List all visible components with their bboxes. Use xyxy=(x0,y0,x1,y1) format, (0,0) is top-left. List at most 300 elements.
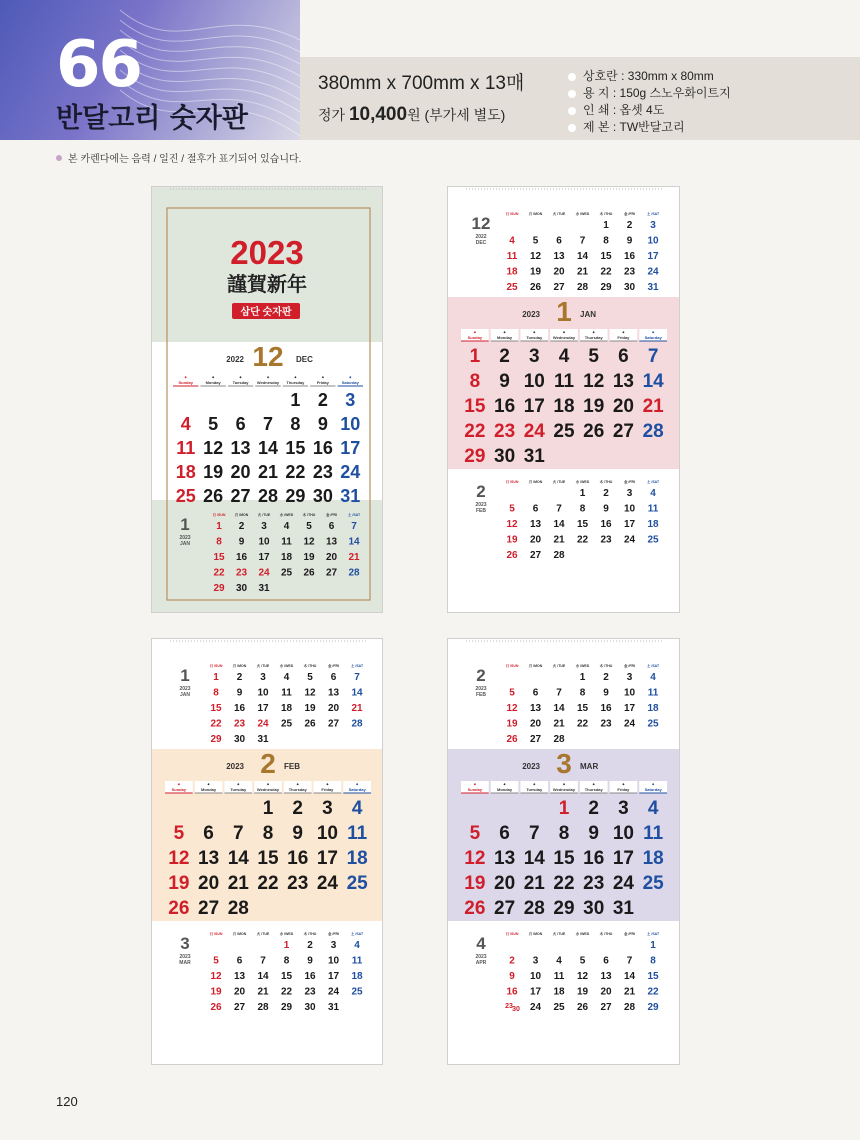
day-number: 22 xyxy=(576,718,589,730)
day-number: 26 xyxy=(506,550,518,561)
day-number: 12 xyxy=(304,687,316,699)
day-number: 10 xyxy=(258,536,270,548)
day-number: 3 xyxy=(626,488,633,499)
day-number: 20 xyxy=(327,703,340,714)
day-number: 4 xyxy=(180,414,191,434)
day-number: 15 xyxy=(257,848,279,869)
day-number: 25 xyxy=(647,718,659,730)
price-suffix: 원 (부가세 별도) xyxy=(407,107,506,123)
day-number: 15 xyxy=(285,438,306,458)
day-number: 26 xyxy=(529,282,542,293)
mini-weekday: 日 /SUN xyxy=(505,480,519,484)
day-number: 12 xyxy=(168,848,190,869)
day-number: 11 xyxy=(647,503,659,515)
weekday-mark: ◆ xyxy=(503,782,506,786)
day-number: 30 xyxy=(312,486,333,506)
day-number: 1 xyxy=(216,521,222,532)
day-number: 6 xyxy=(236,955,243,967)
day-number: 16 xyxy=(233,703,246,714)
day-number: 17 xyxy=(327,971,340,982)
day-number: 29 xyxy=(600,282,612,293)
mini-weekday: 木 /THU xyxy=(303,932,317,936)
mini-weekday: 水 /WED xyxy=(575,664,590,668)
day-number: 16 xyxy=(287,848,309,869)
day-number: 16 xyxy=(623,251,636,262)
day-number: 4 xyxy=(509,235,515,247)
day-number: 9 xyxy=(603,503,609,515)
cover-badge: 삼단 숫자판 xyxy=(240,307,292,318)
day-number: 31 xyxy=(647,282,659,293)
bullet-icon xyxy=(568,124,576,132)
day-number: 23 xyxy=(583,873,605,894)
day-number: 21 xyxy=(642,396,664,417)
mini-month-number: 3 xyxy=(180,934,190,953)
day-number: 2 xyxy=(603,672,609,683)
day-number: 21 xyxy=(348,552,360,563)
day-number: 3 xyxy=(532,955,539,967)
day-number: 25 xyxy=(553,1002,565,1013)
day-number: 9 xyxy=(499,371,510,392)
spec-item xyxy=(568,119,731,136)
day-number: 14 xyxy=(623,971,636,982)
day-number: 17 xyxy=(316,848,338,869)
day-number: 27 xyxy=(230,486,251,506)
day-number: 1 xyxy=(579,672,586,683)
weekday-label: Saturday xyxy=(644,335,662,340)
mini-month-apr xyxy=(475,931,660,1013)
day-number: 26 xyxy=(303,567,315,579)
mini-weekday: 水 /WED xyxy=(279,664,294,668)
day-number: 29 xyxy=(210,734,222,745)
calendar-page-art xyxy=(448,187,680,613)
mini-month-abbr: MAR xyxy=(179,960,191,966)
day-number: 8 xyxy=(283,955,290,967)
weekday-label: Wednesday xyxy=(552,335,576,340)
calendar-page-art xyxy=(152,639,383,1065)
mini-month-abbr: JAN xyxy=(179,692,191,698)
day-number: 1 xyxy=(603,220,609,231)
day-number: 30 xyxy=(512,1006,520,1013)
weekday-label: Monday xyxy=(205,380,221,385)
day-number: 25 xyxy=(280,718,293,730)
day-number: 16 xyxy=(583,848,605,869)
day-number: 6 xyxy=(203,823,214,844)
weekday-mark: ◆ xyxy=(622,330,625,334)
month-number: 12 xyxy=(252,341,284,372)
day-number: 20 xyxy=(494,873,516,894)
day-number: 17 xyxy=(257,703,269,714)
day-number: 31 xyxy=(258,583,270,594)
day-number: 13 xyxy=(233,971,246,982)
day-number: 5 xyxy=(579,955,586,967)
day-number: 25 xyxy=(351,986,363,998)
day-number: 31 xyxy=(612,898,634,919)
mini-weekday: 土 /SAT xyxy=(350,932,364,936)
day-number: 23 xyxy=(304,986,316,998)
day-number: 1 xyxy=(213,672,219,683)
mini-month-number: 1 xyxy=(180,666,190,685)
mini-weekday: 土 /SAT xyxy=(347,513,361,517)
day-number: 22 xyxy=(647,986,659,998)
day-number: 5 xyxy=(208,414,219,434)
day-number: 2 xyxy=(509,955,515,967)
day-number: 3 xyxy=(330,940,337,951)
day-number: 30 xyxy=(494,446,516,467)
day-number: 26 xyxy=(203,486,224,506)
day-number: 20 xyxy=(233,986,246,998)
mini-weekday: 日 /SUN xyxy=(209,932,223,936)
day-number: 13 xyxy=(230,438,251,458)
weekday-mark: ◆ xyxy=(592,330,595,334)
month-abbr: MAR xyxy=(580,762,599,771)
weekday-mark: ◆ xyxy=(184,375,187,379)
mini-month-number: 2 xyxy=(476,666,486,685)
day-number: 15 xyxy=(553,848,575,869)
day-number: 10 xyxy=(647,235,659,247)
day-number: 30 xyxy=(623,282,636,293)
day-number: 6 xyxy=(328,521,335,532)
day-number: 13 xyxy=(612,371,634,392)
day-number: 3 xyxy=(618,798,629,819)
day-number: 21 xyxy=(257,462,279,482)
day-number: 19 xyxy=(303,552,315,563)
mini-month-dec xyxy=(472,211,660,293)
mini-weekday: 木 /THU xyxy=(599,932,613,936)
day-number: 14 xyxy=(351,687,363,699)
price-value: 10,400 xyxy=(348,104,408,125)
day-number: 13 xyxy=(529,519,542,530)
day-number: 28 xyxy=(642,421,664,442)
day-number: 26 xyxy=(168,898,190,919)
day-number: 30 xyxy=(235,583,248,594)
mini-weekday: 金 /FRI xyxy=(623,480,636,484)
day-number: 15 xyxy=(280,971,293,982)
day-number: 17 xyxy=(623,703,636,714)
day-number: 23 xyxy=(623,266,636,278)
day-number: 28 xyxy=(227,898,249,919)
weekday-mark: ◆ xyxy=(237,782,240,786)
day-number: 19 xyxy=(576,986,589,998)
day-number: 22 xyxy=(257,873,279,894)
weekday-label: Monday xyxy=(497,335,513,340)
weekday-mark: ◆ xyxy=(321,375,325,379)
day-number: 24 xyxy=(340,462,361,482)
mini-month-year: 2022 xyxy=(475,234,487,240)
day-number: 12 xyxy=(506,519,518,530)
day-number: 4 xyxy=(558,346,570,367)
day-number: 17 xyxy=(647,251,659,262)
product-name: 반달고리 숫자판 xyxy=(56,103,248,134)
day-number: 19 xyxy=(210,986,222,998)
weekday-mark: ◆ xyxy=(266,782,270,786)
day-number: 7 xyxy=(556,687,562,699)
day-number: 14 xyxy=(553,703,565,714)
weekday-mark: ◆ xyxy=(239,375,242,379)
day-number: 23 xyxy=(233,718,246,730)
weekday-mark: ◆ xyxy=(211,375,215,379)
mini-weekday: 土 /SAT xyxy=(646,664,660,668)
day-number: 12 xyxy=(303,536,315,548)
day-number: 2 xyxy=(317,390,328,410)
day-number: 15 xyxy=(464,396,486,417)
day-number: 24 xyxy=(623,534,636,546)
calendar-sheet-cover xyxy=(151,186,383,613)
day-number: 1 xyxy=(290,390,301,410)
mini-month-abbr: DEC xyxy=(475,240,487,246)
day-number: 7 xyxy=(262,414,274,434)
weekday-mark: ◆ xyxy=(562,330,566,334)
spec-text: 용 지 : 150g 스노우화이트지 xyxy=(583,86,731,100)
day-number: 20 xyxy=(529,534,542,546)
weekday-mark: ◆ xyxy=(651,782,655,786)
day-number: 11 xyxy=(553,371,575,392)
day-number: 5 xyxy=(532,235,539,247)
day-number: 17 xyxy=(529,986,542,998)
day-number: 16 xyxy=(304,971,316,982)
day-number: 26 xyxy=(464,898,486,919)
day-number: 23 xyxy=(235,567,248,579)
month-abbr: JAN xyxy=(580,310,597,319)
day-number: 24 xyxy=(316,873,338,894)
day-number: 15 xyxy=(576,519,589,530)
mini-weekday: 月 /MON xyxy=(232,664,247,668)
day-number: 28 xyxy=(351,718,363,730)
day-number: 27 xyxy=(494,898,516,919)
day-number: 21 xyxy=(351,703,363,714)
day-number: 10 xyxy=(316,823,338,844)
day-number: 18 xyxy=(175,462,196,482)
calendar-sheet-february xyxy=(151,638,383,1065)
weekday-mark: ◆ xyxy=(592,782,595,786)
day-number: 7 xyxy=(579,235,586,247)
month-abbr: FEB xyxy=(284,762,300,771)
mini-month-abbr: FEB xyxy=(476,692,486,698)
weekday-mark: ◆ xyxy=(533,330,536,334)
day-number: 1 xyxy=(283,940,290,951)
day-number: 10 xyxy=(612,823,634,844)
weekday-mark: ◆ xyxy=(326,782,329,786)
mini-weekday: 水 /WED xyxy=(575,212,590,216)
day-number: 27 xyxy=(529,550,542,561)
day-number: 28 xyxy=(257,486,279,506)
weekday-label: Friday xyxy=(617,787,630,792)
day-number: 12 xyxy=(203,438,224,458)
day-number: 9 xyxy=(603,687,609,699)
bullet-icon xyxy=(56,155,62,161)
day-number: 3 xyxy=(626,672,633,683)
day-number: 9 xyxy=(236,687,243,699)
day-number: 22 xyxy=(285,462,306,482)
day-number: 8 xyxy=(262,823,274,844)
day-number: 10 xyxy=(257,687,269,699)
day-number: 25 xyxy=(553,421,575,442)
day-number: 1 xyxy=(469,346,481,367)
day-number: 3 xyxy=(528,346,540,367)
day-number: 8 xyxy=(290,414,301,434)
weekday-label: Wednesday xyxy=(256,787,280,792)
day-number: 27 xyxy=(600,1002,612,1013)
mini-weekday: 木 /THU xyxy=(599,664,613,668)
day-number: 5 xyxy=(307,672,313,683)
mini-weekday: 土 /SAT xyxy=(646,212,660,216)
day-number: 11 xyxy=(506,251,518,262)
weekday-label: Monday xyxy=(201,787,217,792)
calendar-page-art xyxy=(448,639,680,1065)
day-number: 3 xyxy=(261,521,267,532)
day-number: 8 xyxy=(579,687,586,699)
day-number: 7 xyxy=(351,521,357,532)
day-number: 24 xyxy=(612,873,634,894)
day-number: 7 xyxy=(626,955,633,967)
day-number: 11 xyxy=(351,955,363,967)
calendar-sheet-march xyxy=(447,638,680,1065)
day-number: 23 xyxy=(600,718,612,730)
mini-month-jan xyxy=(179,663,364,745)
day-number: 3 xyxy=(322,798,333,819)
mini-month-number: 12 xyxy=(471,214,491,233)
day-number: 18 xyxy=(642,848,664,869)
day-number: 24 xyxy=(258,567,270,579)
day-number: 19 xyxy=(203,462,224,482)
day-number: 12 xyxy=(210,971,222,982)
mini-weekday: 金 /FRI xyxy=(623,932,636,936)
day-number: 26 xyxy=(304,718,316,730)
day-number: 20 xyxy=(230,462,251,482)
day-number: 1 xyxy=(650,940,656,951)
mini-weekday: 月 /MON xyxy=(232,932,247,936)
day-number: 27 xyxy=(233,1002,246,1013)
mini-weekday: 木 /THU xyxy=(599,212,613,216)
month-year: 2023 xyxy=(522,310,540,319)
day-number: 11 xyxy=(281,536,292,548)
mini-weekday: 火 /TUE xyxy=(256,664,270,668)
mini-month-year: 2023 xyxy=(179,535,191,541)
day-number: 8 xyxy=(603,235,609,247)
day-number: 16 xyxy=(235,552,248,563)
day-number: 21 xyxy=(553,718,565,730)
day-number: 11 xyxy=(647,687,659,699)
day-number: 19 xyxy=(583,396,605,417)
day-number: 17 xyxy=(623,519,636,530)
month-year: 2023 xyxy=(522,762,540,771)
day-number: 14 xyxy=(642,371,664,392)
day-number: 20 xyxy=(553,266,565,278)
day-number: 7 xyxy=(354,672,360,683)
weekday-label: Thursday xyxy=(286,380,305,385)
calendar-note xyxy=(56,150,301,165)
mini-weekday: 日 /SUN xyxy=(505,664,519,668)
bullet-icon xyxy=(568,73,576,81)
mini-month-year: 2023 xyxy=(179,686,191,692)
day-number: 18 xyxy=(351,971,363,982)
day-number: 25 xyxy=(175,486,196,506)
day-number: 4 xyxy=(351,798,363,819)
day-number: 12 xyxy=(506,703,518,714)
day-number: 8 xyxy=(469,371,481,392)
weekday-label: Saturday xyxy=(341,380,359,385)
weekday-label: Tuesday xyxy=(526,335,543,340)
day-number: 31 xyxy=(523,446,545,467)
day-number: 19 xyxy=(529,266,542,278)
day-number: 23 xyxy=(494,421,516,442)
weekday-label: Tuesday xyxy=(526,787,543,792)
day-number: 22 xyxy=(576,534,589,546)
day-number: 16 xyxy=(600,519,612,530)
day-number: 1 xyxy=(262,798,274,819)
mini-month-year: 2023 xyxy=(475,954,487,960)
weekday-mark: ◆ xyxy=(562,782,566,786)
weekday-label: Sunday xyxy=(467,787,483,792)
mini-weekday: 金 /FRI xyxy=(325,513,338,517)
day-number: 11 xyxy=(176,438,196,458)
mini-month-number: 1 xyxy=(180,515,190,534)
day-number: 25 xyxy=(647,534,659,546)
day-number: 20 xyxy=(529,718,542,730)
day-number: 5 xyxy=(469,823,481,844)
day-number: 9 xyxy=(626,235,633,247)
weekday-mark: ◆ xyxy=(622,782,625,786)
day-number: 6 xyxy=(556,235,562,247)
mini-weekday: 木 /THU xyxy=(303,664,317,668)
mini-weekday: 水 /WED xyxy=(279,932,294,936)
calendar-sheet-january xyxy=(447,186,680,613)
day-number: 13 xyxy=(325,536,338,548)
day-number: 1 xyxy=(579,488,586,499)
day-number: 12 xyxy=(576,971,589,982)
day-number: 9 xyxy=(588,823,600,844)
day-number: 29 xyxy=(647,1002,659,1013)
day-number: 21 xyxy=(623,986,636,998)
day-number: 20 xyxy=(198,873,220,894)
day-number: 28 xyxy=(523,898,545,919)
day-number: 8 xyxy=(579,503,586,515)
mini-month-year: 2023 xyxy=(475,502,487,508)
spec-text: 제 본 : TW반달고리 xyxy=(583,120,685,134)
day-number: 30 xyxy=(583,898,605,919)
weekday-label: Saturday xyxy=(348,787,366,792)
spec-item xyxy=(568,85,731,102)
day-number: 4 xyxy=(647,798,659,819)
day-number: 18 xyxy=(280,703,293,714)
mini-month-abbr: FEB xyxy=(476,508,486,514)
product-number: 66 xyxy=(56,28,142,102)
day-number: 12 xyxy=(529,251,542,262)
mini-month-year: 2023 xyxy=(179,954,191,960)
day-number: 17 xyxy=(258,552,270,563)
mini-weekday: 月 /MON xyxy=(528,664,543,668)
day-number: 2 xyxy=(307,940,313,951)
day-number: 27 xyxy=(553,282,565,293)
day-number: 2 xyxy=(236,672,243,683)
day-number: 23 xyxy=(505,1003,513,1010)
mini-weekday: 日 /SUN xyxy=(209,664,223,668)
day-number: 24 xyxy=(647,266,659,278)
day-number: 19 xyxy=(506,534,518,546)
day-number: 17 xyxy=(523,396,545,417)
day-number: 29 xyxy=(464,446,486,467)
day-number: 4 xyxy=(556,955,562,967)
day-number: 25 xyxy=(346,873,368,894)
mini-weekday: 火 /TUE xyxy=(257,513,271,517)
mini-weekday: 月 /MON xyxy=(528,932,543,936)
day-number: 24 xyxy=(257,718,269,730)
weekday-label: Sunday xyxy=(178,380,193,385)
day-number: 6 xyxy=(532,503,539,515)
day-number: 19 xyxy=(168,873,190,894)
day-number: 5 xyxy=(213,955,219,967)
cover-greeting: 謹賀新年 xyxy=(227,274,307,296)
day-number: 22 xyxy=(210,718,222,730)
